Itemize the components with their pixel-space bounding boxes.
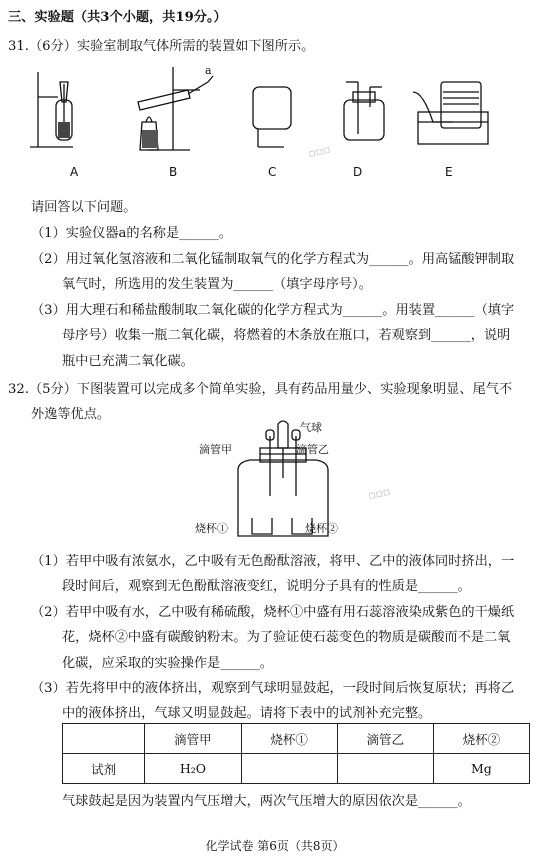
q31-part2-line1: （2）用过氧化氢溶液和二氧化锰制取氧气的化学方程式为______。用高锰酸钾制取	[31, 252, 515, 267]
figure-label-b: B	[169, 165, 178, 179]
table-cell: 试剂	[63, 754, 145, 784]
apparatus-b	[138, 67, 213, 150]
figure-label-d: D	[353, 165, 363, 179]
q31-stem: 31.（6分）实验室制取气体所需的装置如下图所示。	[8, 39, 315, 54]
watermark-stamp: ▫▫▫	[306, 142, 332, 161]
q31-part3-line1: （3）用大理石和稀盐酸制取二氧化碳的化学方程式为______。用装置______（填字	[31, 303, 515, 318]
page-footer: 化学试卷 第6页（共8页）	[205, 839, 345, 853]
label-dropper-b: 滴管乙	[296, 443, 329, 456]
table-header-cell: 滴管甲	[145, 724, 241, 754]
table-header-cell: 烧杯②	[433, 724, 529, 754]
apparatus-d	[344, 82, 384, 140]
reagent-table	[62, 723, 530, 784]
q32-part3-line1: （3）若先将甲中的液体挤出，观察到气球明显鼓起，一段时间后恢复原状；再将乙	[31, 681, 515, 696]
q32-stem-line1: 32.（5分）下图装置可以完成多个简单实验，具有药品用量少、实验现象明显、尾气不	[8, 382, 513, 397]
figure-label-c: C	[268, 165, 277, 179]
q32-part1-line1: （1）若甲中吸有浓氨水，乙中吸有无色酚酞溶液，将甲、乙中的液体同时挤出，一	[31, 554, 515, 569]
label-beaker1: 烧杯①	[195, 522, 228, 535]
q31-part2-line2: 氧气时，所选用的发生装置为______（填字母序号）。	[62, 277, 372, 292]
figure-label-a: A	[70, 165, 79, 179]
q31-prompt: 请回答以下问题。	[31, 200, 137, 215]
table-header-cell: 滴管乙	[337, 724, 433, 754]
pointer-label-a: a	[205, 64, 212, 77]
label-beaker2: 烧杯②	[305, 522, 338, 535]
q32-part2-line1: （2）若甲中吸有水，乙中吸有稀硫酸，烧杯①中盛有用石蕊溶液染成紫色的干燥纸	[31, 605, 515, 620]
q32-stem-line2: 外逸等优点。	[31, 407, 111, 422]
figure-label-e: E	[445, 165, 453, 179]
section-title: 三、实验题（共3个小题，共19分。）	[8, 10, 227, 25]
q32-part3-line2: 中的液体挤出，气球又明显鼓起。请将下表中的试剂补充完整。	[62, 706, 432, 721]
label-dropper-a: 滴管甲	[199, 443, 232, 456]
apparatus-e	[413, 82, 488, 144]
label-balloon: 气球	[300, 421, 322, 434]
table-row	[63, 754, 530, 784]
table-header-cell: 烧杯①	[241, 724, 337, 754]
table-cell: Mg	[433, 754, 529, 784]
watermark-stamp-2: ▫▫▫	[366, 484, 392, 503]
q31-part3-line2: 母序号）收集一瓶二氧化碳，将燃着的木条放在瓶口，若观察到______，说明	[62, 328, 511, 343]
table-cell	[241, 754, 337, 784]
apparatus-c	[253, 87, 291, 147]
q32-part2-line2: 花，烧杯②中盛有碳酸钠粉末。为了验证使石蕊变色的物质是碳酸而不是二氧	[62, 630, 511, 645]
q32-part2-line3: 化碳，应采取的实验操作是______。	[62, 656, 273, 671]
apparatus-a	[30, 72, 73, 147]
q32-part1-line2: 段时间后，观察到无色酚酞溶液变红，说明分子具有的性质是______。	[62, 579, 471, 594]
table-cell	[337, 754, 433, 784]
q31-part1: （1）实验仪器a的名称是______。	[31, 226, 232, 241]
q31-part3-line3: 瓶中已充满二氧化碳。	[62, 354, 194, 369]
q31-apparatus-figure	[28, 62, 508, 162]
table-header-cell	[63, 724, 145, 754]
q32-final: 气球鼓起是因为装置内气压增大，两次气压增大的原因依次是______。	[62, 794, 471, 809]
table-cell: H₂O	[145, 754, 241, 784]
table-header-row	[63, 724, 530, 754]
